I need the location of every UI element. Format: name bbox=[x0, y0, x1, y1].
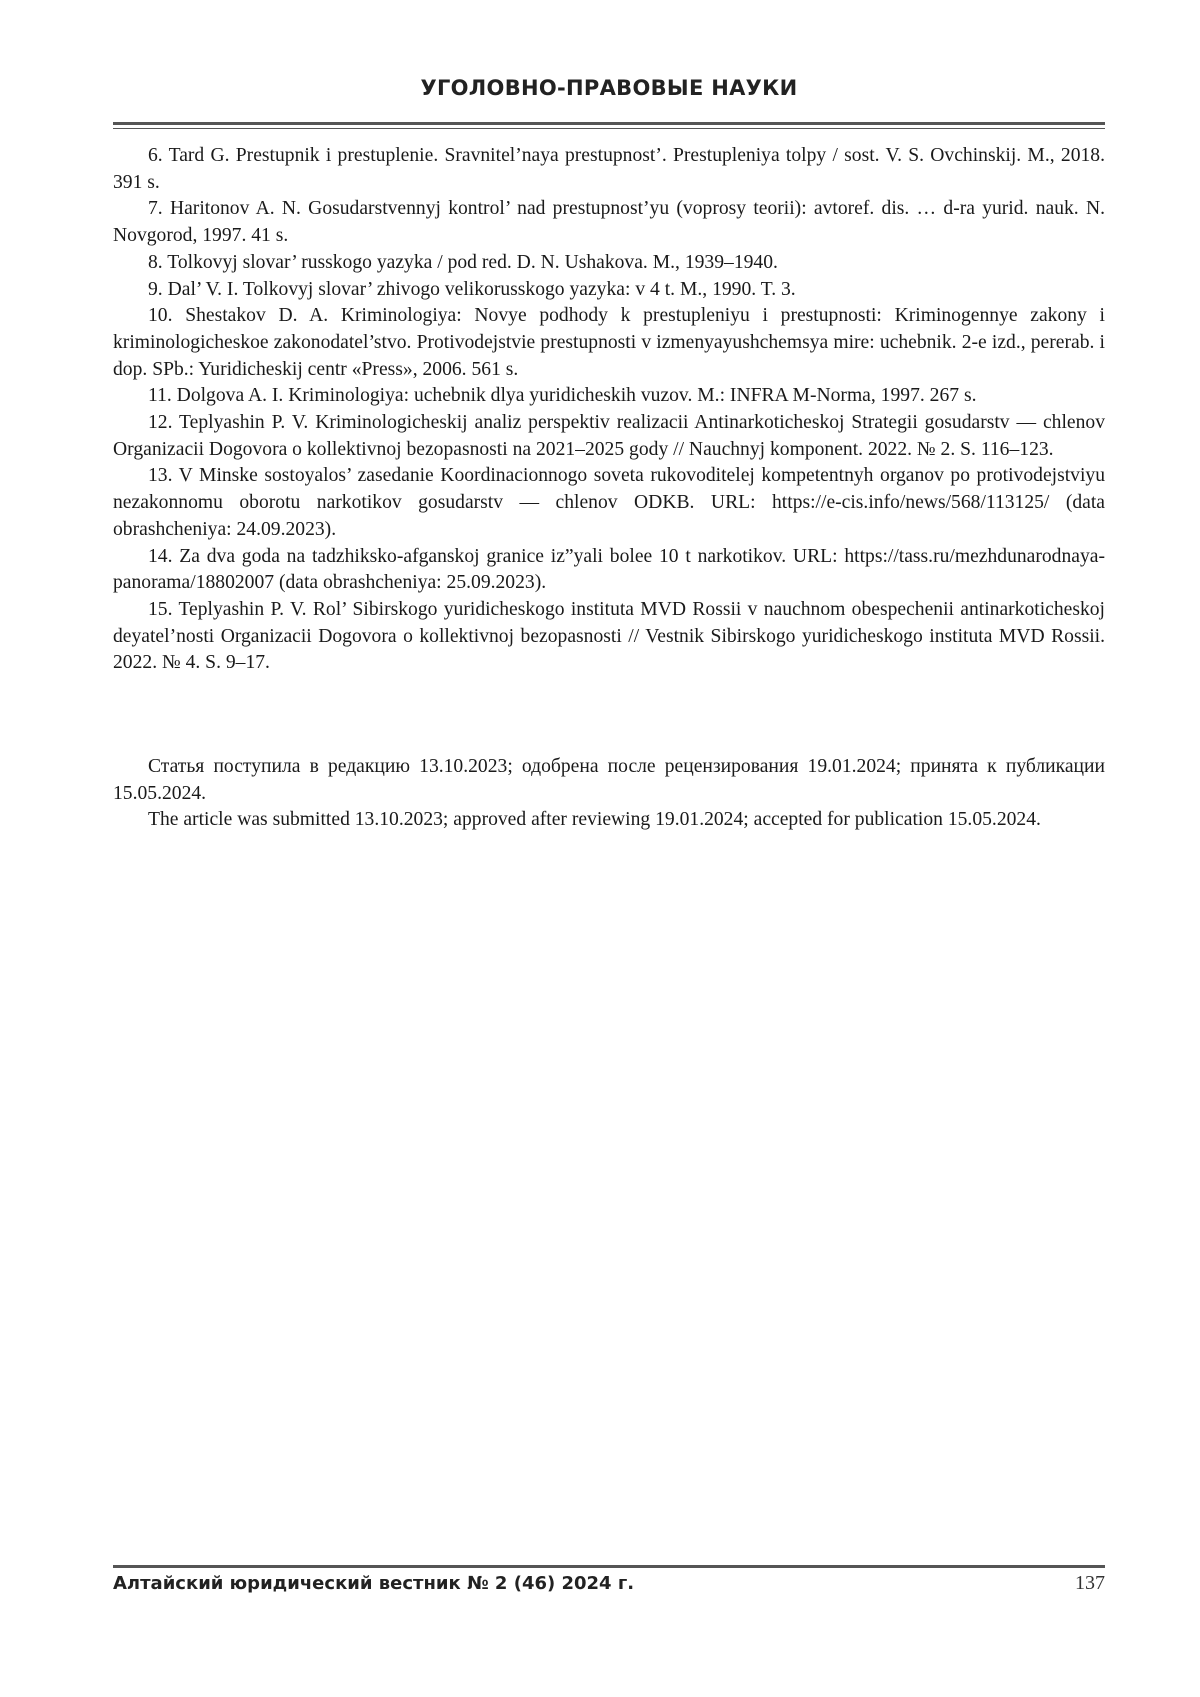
reference-item: 12. Teplyashin P. V. Kriminologicheskij analiz perspektiv realizacii Antinarkoticheskoj Strategii gosudarstv — chlenov Organizacii Dogovora o kollektivnoj bezopasnosti na 2021–2025 gody // Nauchnyj komponent. 2022. № 2. S. 116–123. bbox=[113, 412, 1105, 460]
journal-name: Алтайский юридический вестник № 2 (46) 2024 г. bbox=[113, 1573, 635, 1594]
reference-item: 6. Tard G. Prestupnik i prestuplenie. Sravnitel’naya prestupnost’. Prestupleniya tolpy / sost. V. S. Ovchinskij. M., 2018. 391 s. bbox=[113, 145, 1105, 193]
reference-item: 8. Tolkovyj slovar’ russkogo yazyka / pod red. D. N. Ushakova. M., 1939–1940. bbox=[148, 251, 778, 273]
article-dates bbox=[113, 754, 1105, 834]
reference-item: 13. V Minske sostoyalos’ zasedanie Koordinacionnogo soveta rukovoditelej kompetentnyh organov po protivodejstviyu nezakonnomu oborotu narkotikov gosudarstv — chlenov ODKB. URL: https://e-cis.info/news/568/113125/ (data obrashcheniya: 24.09.2023). bbox=[113, 465, 1105, 540]
header-rule-thin bbox=[113, 128, 1105, 129]
article-dates-en: The article was submitted 13.10.2023; approved after reviewing 19.01.2024; accepted for publication 15.05.2024. bbox=[148, 809, 1041, 831]
reference-item: 15. Teplyashin P. V. Rol’ Sibirskogo yuridicheskogo instituta MVD Rossii v nauchnom obespechenii antinarkoticheskoj deyatel’nosti Organizacii Dogovora o kollektivnoj bezopasnosti // Vestnik Sibirskogo yuridicheskogo instituta MVD Rossii. 2022. № 4. S. 9–17. bbox=[113, 598, 1105, 674]
reference-item: 11. Dolgova A. I. Kriminologiya: uchebnik dlya yuridicheskih vuzov. M.: INFRA M-Norma, 1997. 267 s. bbox=[148, 385, 977, 407]
section-title: УГОЛОВНО-ПРАВОВЫЕ НАУКИ bbox=[420, 76, 798, 100]
reference-item: 9. Dal’ V. I. Tolkovyj slovar’ zhivogo velikorusskogo yazyka: v 4 t. M., 1990. T. 3. bbox=[148, 278, 796, 300]
reference-list bbox=[113, 143, 1105, 677]
reference-item: 10. Shestakov D. A. Kriminologiya: Novye podhody k prestupleniyu i prestupnosti: Kriminogennye zakony i kriminologicheskoe zakonodatel’stvo. Protivodejstvie prestupnosti v izmenyayushchemsya mire: uchebnik. 2-e izd., pererab. i dop. SPb.: Yuridicheskij centr «Press», 2006. 561 s. bbox=[113, 305, 1105, 380]
reference-item: 7. Haritonov A. N. Gosudarstvennyj kontrol’ nad prestupnost’yu (voprosy teorii): avtoref. dis. … d-ra yurid. nauk. N. Novgorod, 1997. 41 s. bbox=[113, 198, 1105, 247]
page-number: 137 bbox=[1075, 1572, 1105, 1594]
header-rule bbox=[113, 122, 1105, 125]
reference-item: 14. Za dva goda na tadzhiksko-afganskoj granice iz”yali bolee 10 t narkotikov. URL: https://tass.ru/mezhdunarodnaya-panorama/18802007 (data obrashcheniya: 25.09.2023). bbox=[113, 545, 1105, 594]
footer-rule bbox=[113, 1565, 1105, 1568]
article-dates-ru: Статья поступила в редакцию 13.10.2023; одобрена после рецензирования 19.01.2024; принята к публикации 15.05.2024. bbox=[113, 756, 1105, 804]
